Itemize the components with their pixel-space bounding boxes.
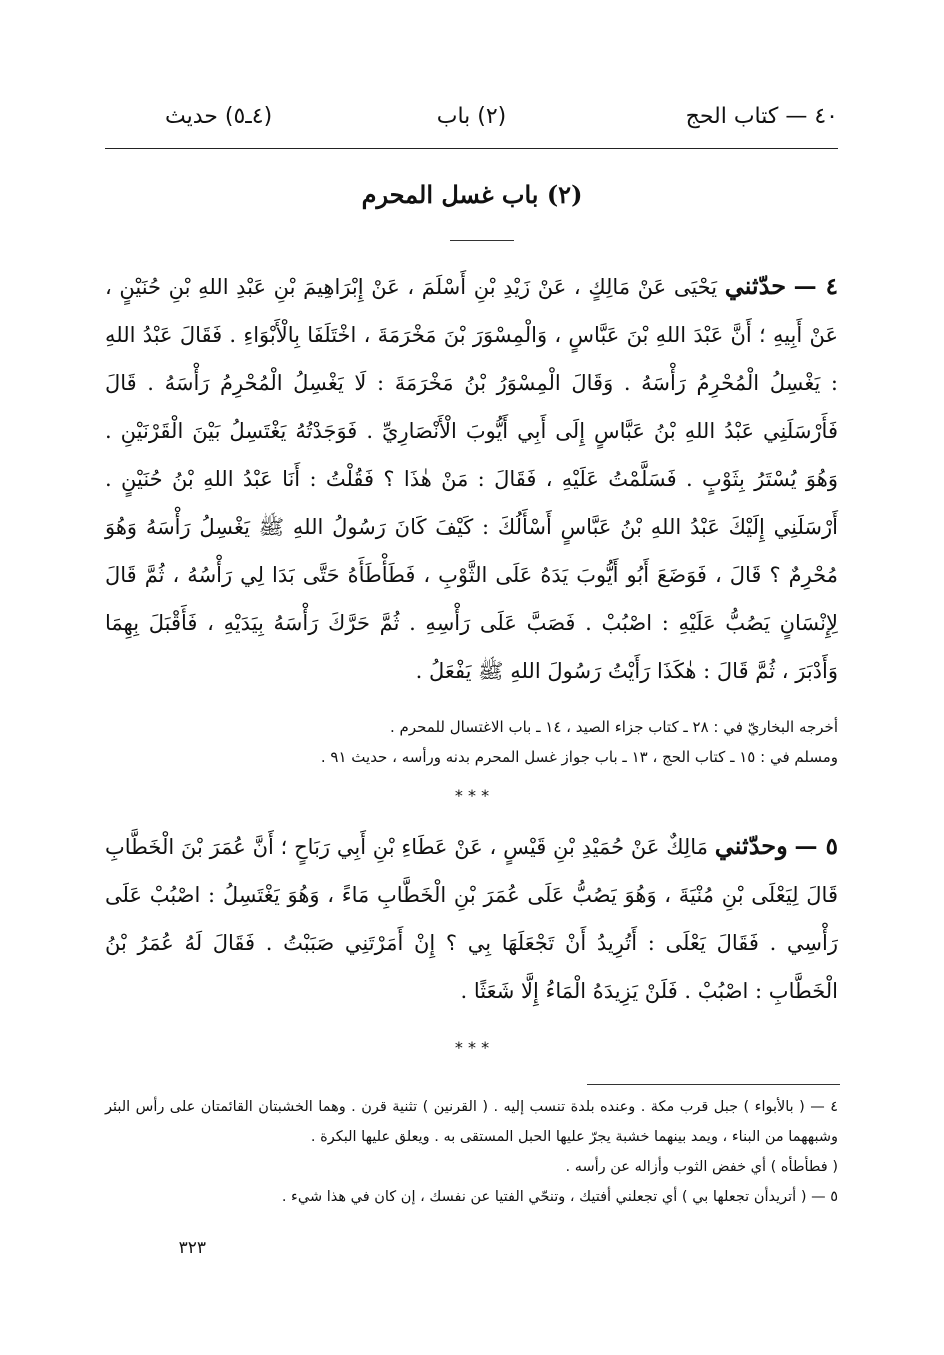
footnote-rule — [587, 1084, 840, 1085]
section-title: (٢) باب غسل المحرم — [361, 180, 583, 209]
footnote: ٤ — ( بالأبواء ) جبل قرب مكة . وعنده بلدة تنسب إليه . ( القرنين ) تثنية قرن . وهما الخشبتان القائمتان على رأس البئر وشبههما من البناء ، ويمد بينهما خشبة يجرّ عليها الحبل المستقى به . ويعلق عليها البكرة . — [105, 1099, 838, 1145]
header-rule — [105, 148, 838, 149]
hadith-text: مَالِكٌ عَنْ حُمَيْدِ بْنِ قَيْسٍ ، عَنْ عَطَاءِ بْنِ أَبِي رَبَاحٍ ؛ أَنَّ عُمَرَ بْنَ الْخَطَّابِ قَالَ لِيَعْلَى بْنِ مُنْيَةَ ، وَهُوَ يَصُبُّ عَلَى عُمَرَ بْنِ الْخَطَّابِ مَاءً ، وَهُوَ يَغْتَسِلُ : اصْبُبْ عَلَى رَأْسِي . فَقَالَ يَعْلَى : أَتُرِيدُ أَنْ تَجْعَلَهَا بِي ؟ إِنْ أَمَرْتَنِي صَبَبْتُ . فَقَالَ لَهُ عُمَرُ بْنُ الْخَطَّابِ : اصْبُبْ . فَلَنْ يَزِيدَهُ الْمَاءُ إِلَّا شَعَثًا . — [105, 835, 838, 1003]
hadith-4 — [105, 262, 838, 695]
separator-stars: * * * — [454, 1038, 490, 1057]
title-rule — [450, 240, 514, 241]
header-chapter: (٢) باب — [436, 104, 507, 129]
hadith-5 — [105, 822, 838, 1015]
hadith-text: يَحْيَى عَنْ مَالِكٍ ، عَنْ زَيْدِ بْنِ أَسْلَمَ ، عَنْ إِبْرَاهِيمَ بْنِ عَبْدِ اللهِ بْنِ حُنَيْنٍ ، عَنْ أَبِيهِ ؛ أَنَّ عَبْدَ اللهِ بْنَ عَبَّاسٍ ، وَالْمِسْوَرَ بْنَ مَخْرَمَةَ ، اخْتَلَفَا بِالْأَبْوَاءِ . فَقَالَ عَبْدُ اللهِ : يَغْسِلُ الْمُحْرِمُ رَأْسَهُ . وَقَالَ الْمِسْوَرُ بْنُ مَخْرَمَةَ : لَا يَغْسِلُ الْمُحْرِمُ رَأْسَهُ . قَالَ فَأَرْسَلَنِي عَبْدُ اللهِ بْنُ عَبَّاسٍ إِلَى أَبِي أَيُّوبَ الْأَنْصَارِيِّ . فَوَجَدْتُهُ يَغْتَسِلُ بَيْنَ الْقَرْنَيْنِ . وَهُوَ يُسْتَرُ بِثَوْبٍ . فَسَلَّمْتُ عَلَيْهِ ، فَقَالَ : مَنْ هٰذَا ؟ فَقُلْتُ : أَنَا عَبْدُ اللهِ بْنُ حُنَيْنٍ . أَرْسَلَنِي إِلَيْكَ عَبْدُ اللهِ بْنُ عَبَّاسٍ أَسْأَلُكَ : كَيْفَ كَانَ رَسُولُ اللهِ ﷺ يَغْسِلُ رَأْسَهُ وَهُوَ مُحْرِمٌ ؟ قَالَ ، فَوَضَعَ أَبُو أَيُّوبَ يَدَهُ عَلَى الثَّوْبِ ، فَطَأْطَأَهُ حَتَّى بَدَا لِي رَأْسُهُ ، ثُمَّ قَالَ لِإِنْسَانٍ يَصُبُّ عَلَيْهِ : اصْبُبْ . فَصَبَّ عَلَى رَأْسِهِ . ثُمَّ حَرَّكَ رَأْسَهُ بِيَدَيْهِ ، فَأَقْبَلَ بِهِمَا وَأَدْبَرَ ، ثُمَّ قَالَ : هٰكَذَا رَأَيْتُ رَسُولَ اللهِ ﷺ يَفْعَلُ . — [105, 275, 838, 683]
reference-line: أخرجه البخاريّ في : ٢٨ ـ كتاب جزاء الصيد ، ١٤ ـ باب الاغتسال للمحرم . — [390, 718, 838, 736]
footnote: ( فطأطأه ) أي خفض الثوب وأزاله عن رأسه . — [565, 1159, 838, 1175]
footnotes — [105, 1092, 838, 1212]
reference-line: ومسلم في : ١٥ ـ كتاب الحج ، ١٣ ـ باب جواز غسل المحرم بدنه ورأسه ، حديث ٩١ . — [320, 748, 838, 766]
hadith-lead: وحدّثني — [714, 831, 788, 860]
page-number: ٣٢٣ — [178, 1238, 206, 1258]
hadith-number: ٤ — — [793, 273, 838, 300]
footnote: ٥ — ( أتريدأن تجعلها بي ) أي تجعلني أفتيك ، وتنحّي الفتيا عن نفسك ، إن كان في هذا شيء . — [281, 1189, 838, 1205]
running-header — [105, 100, 838, 146]
hadith-number: ٥ — — [794, 833, 838, 860]
header-hadith-range: (٤ـ٥) حديث — [165, 104, 273, 129]
header-book-title: ٤٠ — كتاب الحج — [685, 104, 838, 129]
hadith-lead: حدّثني — [724, 271, 787, 300]
hadith-references — [105, 712, 838, 772]
separator-stars: * * * — [454, 786, 490, 805]
